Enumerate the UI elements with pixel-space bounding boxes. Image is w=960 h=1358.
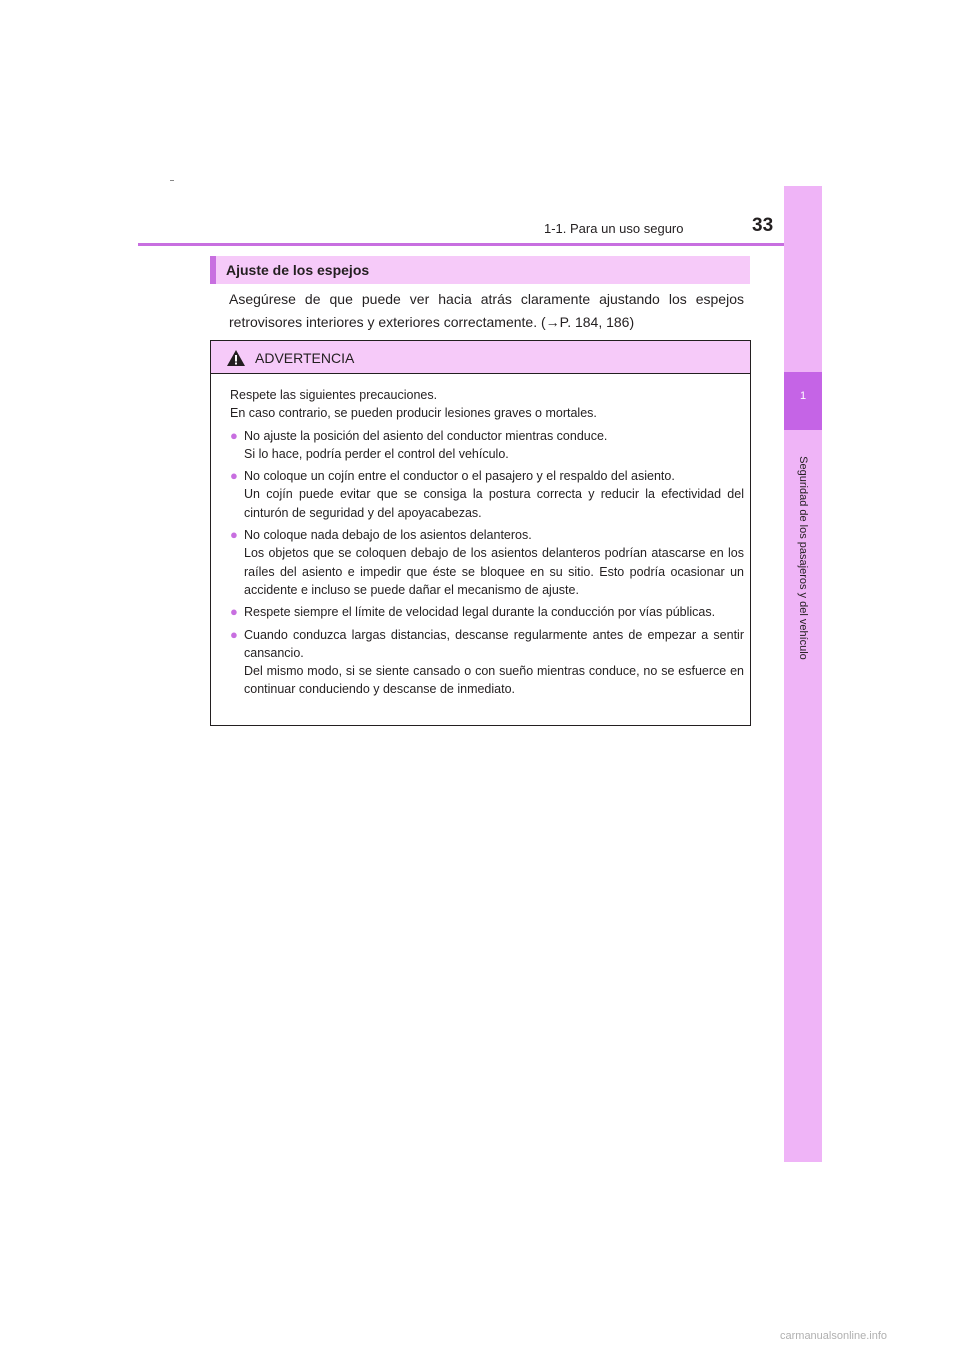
warning-item-line: Respete siempre el límite de velocidad legal durante la conducción por vías públicas. xyxy=(244,605,716,620)
bullet-icon: ● xyxy=(230,604,238,620)
page-mark xyxy=(170,180,174,181)
warning-header xyxy=(211,341,750,374)
warning-intro-line: Respete las siguientes precauciones. xyxy=(230,388,438,402)
warning-item xyxy=(230,526,744,599)
warning-item-line: Cuando conduzca largas distancias, descanse regularmente antes de empezar a sentir cansancio. xyxy=(244,627,744,660)
warning-triangle-icon xyxy=(226,349,246,367)
warning-item-line: No coloque un cojín entre el conductor o el pasajero y el respaldo del asiento. xyxy=(244,469,675,484)
warning-box xyxy=(210,340,751,726)
warning-item-line: No ajuste la posición del asiento del conductor mientras conduce. xyxy=(244,428,608,443)
warning-item xyxy=(230,603,744,621)
warning-title: ADVERTENCIA xyxy=(255,350,355,366)
section-heading xyxy=(210,256,750,284)
warning-item-line: Los objetos que se coloquen debajo de los asientos delanteros podrían atascarse en los raíles del asiento e impedir que éste se bloquee en su sitio. Esto podría ocasionar un accidente e incluso se puede dañar el mecanismo de ajuste. xyxy=(244,546,744,597)
warning-item-line: Si lo hace, podría perder el control del vehículo. xyxy=(244,446,509,461)
bullet-icon: ● xyxy=(230,527,238,543)
bullet-icon: ● xyxy=(230,427,238,443)
warning-item xyxy=(230,467,744,522)
warning-intro-line: En caso contrario, se pueden producir lesiones graves o mortales. xyxy=(230,406,597,421)
header-rule xyxy=(138,243,822,246)
bullet-icon: ● xyxy=(230,468,238,484)
section-heading-text: Ajuste de los espejos xyxy=(226,262,370,278)
section-intro: Asegúrese de que puede ver hacia atrás claramente ajustando los espejos retrovisores interiores y exteriores correctamente. (→P. 184, 186) xyxy=(229,291,744,330)
header-section-title: 1-1. Para un uso seguro xyxy=(544,221,684,236)
footer-watermark[interactable]: carmanualsonline.info xyxy=(780,1330,888,1342)
warning-item-line: Del mismo modo, si se siente cansado o con sueño mientras conduce, no se esfuerce en continuar conduciendo y descanse de inmediato. xyxy=(244,664,744,697)
warning-item xyxy=(230,427,744,464)
chapter-number: 1 xyxy=(799,390,807,402)
bullet-icon: ● xyxy=(230,626,238,642)
page-number: 33 xyxy=(752,215,774,236)
chapter-title: Seguridad de los pasajeros y del vehículo xyxy=(797,456,809,660)
warning-body xyxy=(230,386,744,699)
warning-item xyxy=(230,626,744,699)
warning-item-line: No coloque nada debajo de los asientos delanteros. xyxy=(244,528,532,543)
warning-item-line: Un cojín puede evitar que se consiga la postura correcta y reducir la efectividad del cinturón de seguridad y del apoyacabezas. xyxy=(244,487,744,520)
